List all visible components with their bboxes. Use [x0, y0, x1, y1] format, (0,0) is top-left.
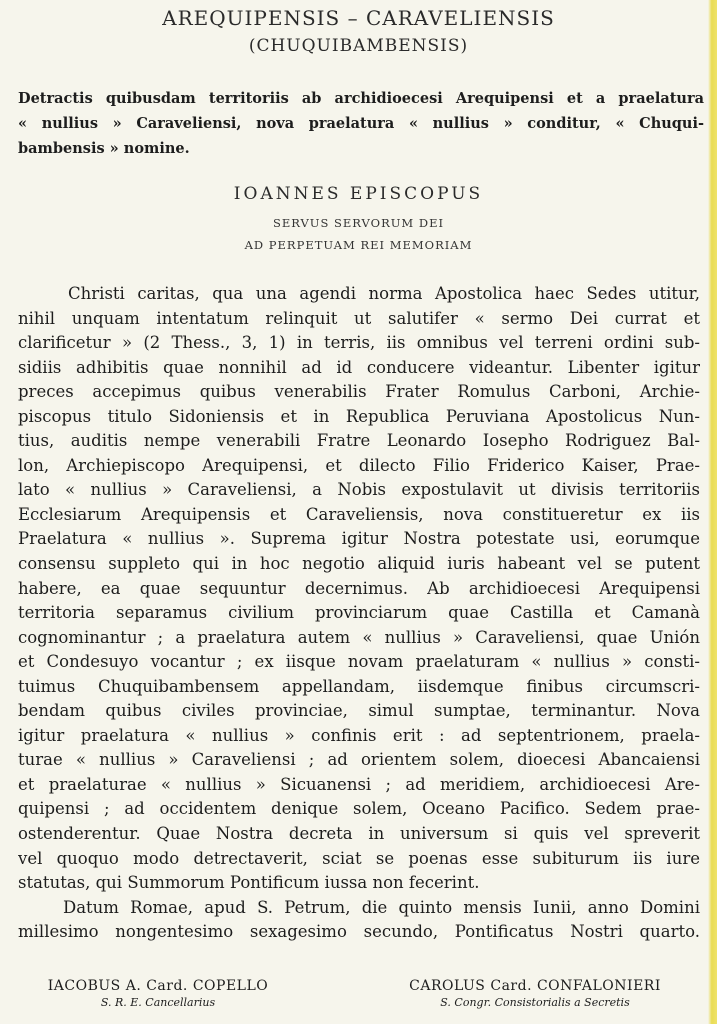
body-line: bendam quibus civiles provinciae, simul sumptae, terminantur. Nova — [18, 701, 700, 721]
document-summary — [18, 86, 704, 161]
body-line: tius, auditis nempe venerabili Fratre Leonardo Iosepho Rodriguez Bal- — [18, 431, 700, 451]
signatures — [18, 978, 700, 1018]
body-line: statutas, qui Summorum Pontificum iussa non fecerint. — [18, 873, 480, 893]
body-line: sidiis adhibitis quae nonnihil ad id conducere videantur. Libenter igitur — [18, 357, 700, 377]
body-line: preces accepimus quibus venerabilis Frater Romulus Carboni, Archie- — [18, 382, 700, 402]
body-line: lato « nullius » Caraveliensi, a Nobis expostulavit ut divisis territoriis — [18, 480, 700, 500]
summary-line: « nullius » Caraveliensi, nova praelatura « nullius » conditur, « Chuqui- — [18, 115, 704, 132]
signature-office: S. R. E. Cancellarius — [100, 996, 216, 1009]
body-line: Datum Romae, apud S. Petrum, die quinto mensis Iunii, anno Domini — [18, 897, 700, 917]
body-line: Ecclesiarum Arequipensis et Caraveliensis, nova constitueretur ex iis — [18, 504, 700, 524]
summary-line: bambensis » nomine. — [18, 140, 190, 157]
body-line: clarificetur » (2 Thess., 3, 1) in terris, iis omnibus vel terreni ordini sub- — [18, 333, 700, 353]
body-line: millesimo nongentesimo sexagesimo secundo, Pontificatus Nostri quarto. — [18, 922, 700, 942]
body-line: igitur praelatura « nullius » confinis erit : ad septentrionem, praela- — [18, 725, 700, 745]
body-line: tuimus Chuquibambensem appellandam, iisdemque finibus circumscri- — [18, 676, 700, 696]
heading-servus: SERVUS SERVORUM DEI — [272, 216, 445, 230]
body-line: vel quoquo modo detrectaverit, sciat se poenas esse subiturum iis iure — [18, 848, 700, 868]
signature-name: CAROLUS Card. CONFALONIERI — [409, 978, 661, 994]
heading-issuer: IOANNES EPISCOPUS — [233, 184, 484, 204]
body-line: Christi caritas, qua una agendi norma Apostolica haec Sedes utitur, — [18, 284, 700, 303]
body-line: nihil unquam intentatum relinquit ut salutifer « sermo Dei currat et — [18, 308, 700, 328]
body-line: lon, Archiepiscopo Arequipensi, et dilecto Filio Friderico Kaiser, Prae- — [18, 455, 700, 475]
signature-office: S. Congr. Consistorialis a Secretis — [440, 996, 630, 1009]
body-line: et Condesuyo vocantur ; ex iisque novam praelaturam « nullius » consti- — [18, 652, 700, 672]
heading-memoriam: AD PERPETUAM REI MEMORIAM — [244, 238, 473, 252]
body-line: turae « nullius » Caraveliensi ; ad orientem solem, dioecesi Abancaiensi — [18, 750, 700, 770]
signature-name: IACOBUS A. Card. COPELLO — [47, 978, 269, 994]
page-edge — [708, 0, 717, 1024]
body-line: ostenderentur. Quae Nostra decreta in universum si quis vel spreverit — [18, 824, 700, 844]
document-title: AREQUIPENSIS – CARAVELIENSIS — [162, 6, 555, 30]
summary-line: Detractis quibusdam territoriis ab archidioecesi Arequipensi et a praelatura — [18, 90, 704, 107]
body-line: consensu suppleto qui in hoc negotio aliquid iuris habeant vel se putent — [18, 554, 700, 574]
body-line: cognominantur ; a praelatura autem « nullius » Caraveliensi, quae Unión — [18, 627, 700, 647]
body-line: et praelaturae « nullius » Sicuanensi ; ad meridiem, archidioecesi Are- — [18, 774, 700, 794]
body-line: piscopus titulo Sidoniensis et in Republica Peruviana Apostolicus Nun- — [18, 406, 700, 426]
body-line: quipensi ; ad occidentem denique solem, Oceano Pacifico. Sedem prae- — [18, 799, 700, 819]
body-line: habere, ea quae sequuntur decernimus. Ab archidioecesi Arequipensi — [18, 578, 700, 598]
body-line: territoria separamus civilium provinciarum quae Castilla et Camanà — [18, 603, 700, 623]
signature-secretary — [370, 978, 700, 1009]
signature-chancellor — [18, 978, 298, 1009]
body-line: Praelatura « nullius ». Suprema igitur Nostra potestate usi, eorumque — [18, 529, 700, 549]
document-subtitle: (CHUQUIBAMBENSIS) — [248, 36, 469, 56]
document-body — [18, 282, 700, 945]
